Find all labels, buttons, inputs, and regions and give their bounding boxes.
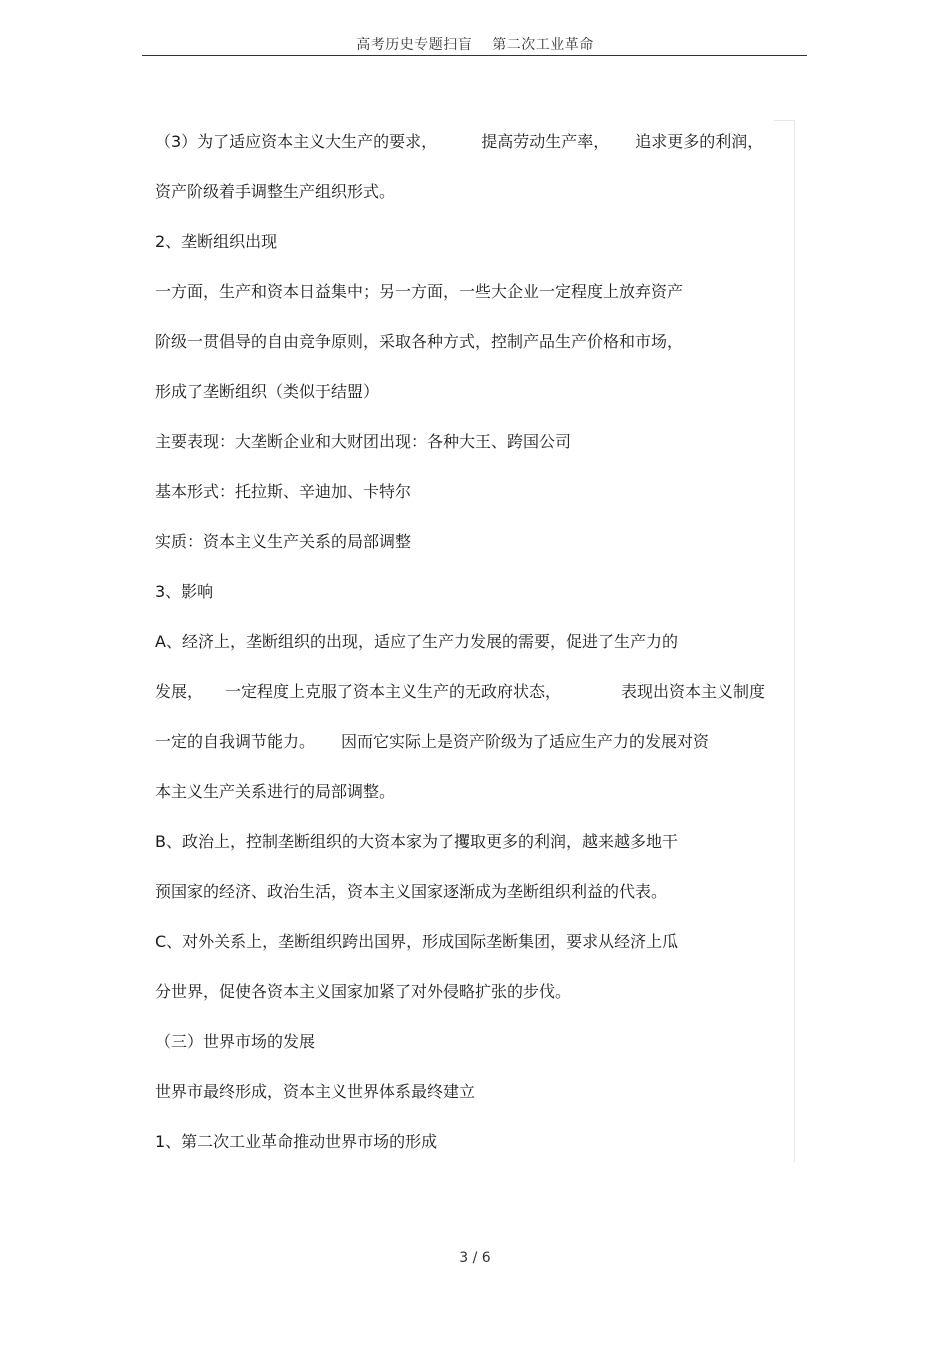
section-heading: 3、影响 — [155, 582, 214, 601]
paragraph-line: 世界市最终形成，资本主义世界体系最终建立 — [155, 1082, 476, 1101]
paragraph-line: 形成了垄断组织（类似于结盟） — [155, 382, 380, 401]
paragraph-line — [155, 131, 763, 153]
page-header — [0, 34, 950, 54]
text-span: 发展， — [155, 682, 204, 701]
paragraph-line: 基本形式：托拉斯、辛迪加、卡特尔 — [155, 482, 412, 501]
paragraph-line: 预国家的经济、政治生活，资本主义国家逐渐成为垄断组织利益的代表。 — [155, 882, 668, 901]
text-span: 追求更多的利润， — [635, 132, 764, 151]
frame-top-mark — [774, 120, 794, 121]
paragraph-line: 一方面，生产和资本日益集中；另一方面，一些大企业一定程度上放弃资产 — [155, 282, 684, 301]
paragraph-line: 本主义生产关系进行的局部调整。 — [155, 782, 396, 801]
paragraph-line: C、对外关系上，垄断组织跨出国界，形成国际垄断集团，要求从经济上瓜 — [155, 932, 679, 951]
paragraph-line: 资产阶级着手调整生产组织形式。 — [155, 182, 396, 201]
text-span: （3）为了适应资本主义大生产的要求， — [155, 132, 438, 151]
paragraph-line: 阶级一贯倡导的自由竞争原则，采取各种方式，控制产品生产价格和市场， — [155, 332, 684, 351]
paragraph-line — [155, 731, 709, 753]
text-span: 因而它实际上是资产阶级为了适应生产力的发展对资 — [341, 732, 710, 751]
paragraph-line — [155, 681, 765, 703]
header-doc-title: 高考历史专题扫盲 — [356, 37, 473, 53]
paragraph-line: 分世界，促使各资本主义国家加紧了对外侵略扩张的步伐。 — [155, 982, 572, 1001]
section-heading: 2、垄断组织出现 — [155, 232, 278, 251]
text-span: 表现出资本主义制度 — [621, 682, 766, 701]
section-heading: 1、第二次工业革命推动世界市场的形成 — [155, 1132, 438, 1151]
header-topic: 第二次工业革命 — [492, 37, 594, 53]
paragraph-line: 实质：资本主义生产关系的局部调整 — [155, 532, 412, 551]
text-span: 一定程度上克服了资本主义生产的无政府状态， — [225, 682, 562, 701]
paragraph-line: A、经济上，垄断组织的出现，适应了生产力发展的需要，促进了生产力的 — [155, 632, 678, 651]
paragraph-line: 主要表现：大垄断企业和大财团出现：各种大王、跨国公司 — [155, 432, 572, 451]
text-span: 提高劳动生产率， — [481, 132, 610, 151]
page-number: 3 / 6 — [459, 1250, 491, 1266]
paragraph-line: B、政治上，控制垄断组织的大资本家为了攫取更多的利润，越来越多地干 — [155, 832, 678, 851]
text-span: 一定的自我调节能力。 — [155, 732, 316, 751]
frame-right-border — [794, 120, 795, 1162]
section-heading: （三）世界市场的发展 — [155, 1032, 316, 1051]
header-divider — [142, 55, 807, 56]
